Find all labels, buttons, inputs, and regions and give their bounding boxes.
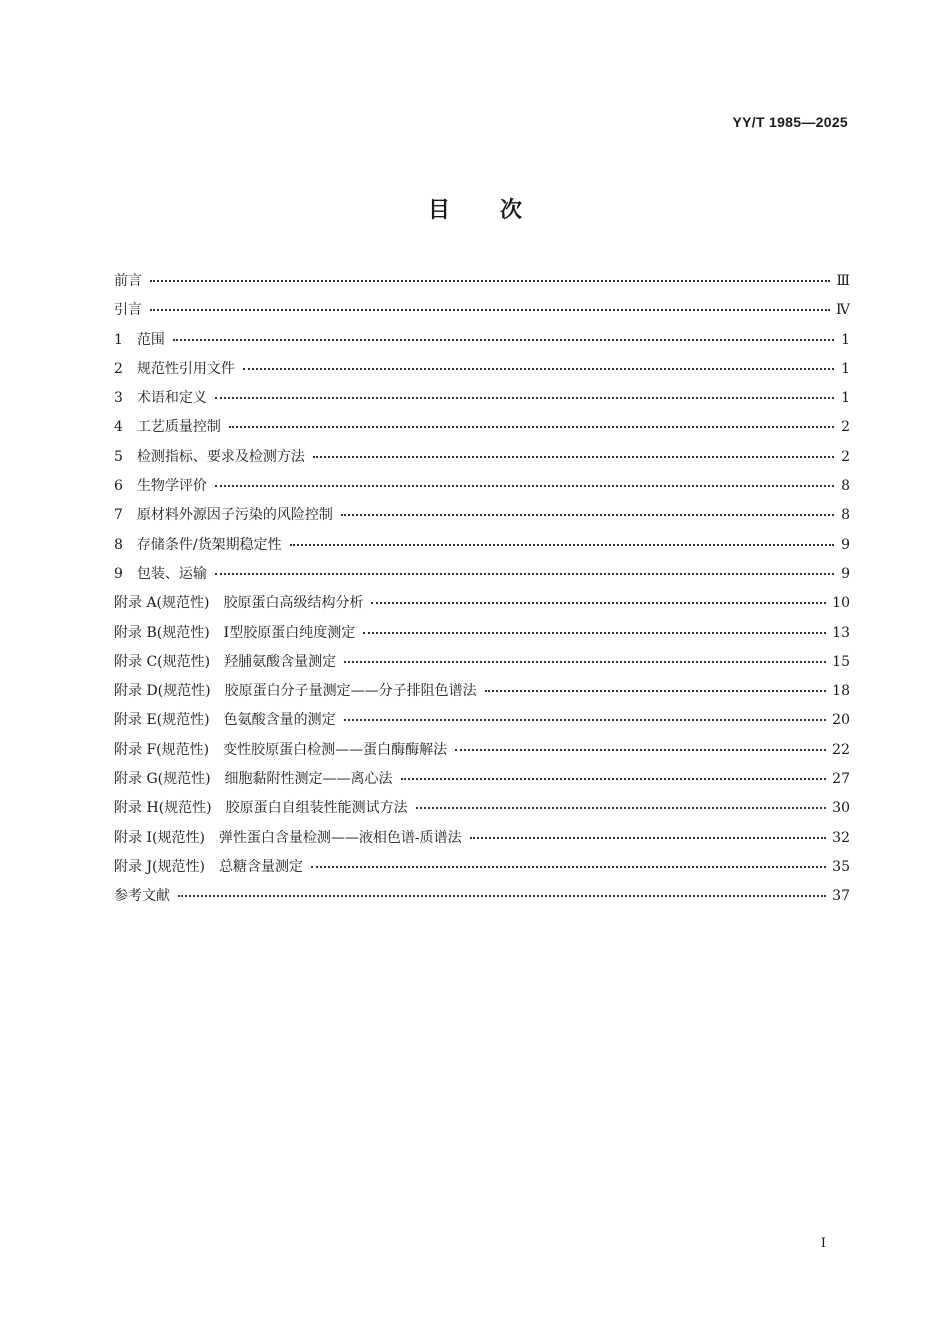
toc-entry[interactable] [114,504,850,533]
toc-entry[interactable] [114,622,850,651]
toc-entry-label: 附录 F(规范性) 变性胶原蛋白检测——蛋白酶酶解法 [114,741,448,758]
page-title: 目次 [427,198,572,223]
toc-dot-leader [416,806,827,809]
toc-entry[interactable] [114,709,850,738]
toc-dot-leader [344,718,827,721]
toc-dot-leader [173,338,834,341]
toc-entry[interactable] [114,446,850,475]
toc-entry-label: 5 检测指标、要求及检测方法 [114,448,305,465]
toc-entry[interactable] [114,680,850,709]
toc-entry-label: 引言 [114,302,142,319]
toc-entry-page: 30 [832,800,850,817]
toc-entry-label: 前言 [114,273,142,289]
toc-entry-label: 附录 H(规范性) 胶原蛋白自组装性能测试方法 [114,800,408,817]
toc-dot-leader [344,660,826,663]
toc-dot-leader [313,455,834,458]
toc-dot-leader [215,396,834,399]
standard-number: YY/T 1985—2025 [732,114,848,130]
toc-entry-page: Ⅳ [836,302,850,319]
toc-entry-label: 1 范围 [114,331,165,348]
toc-entry-page: 18 [832,683,850,700]
toc-entry[interactable] [114,416,850,445]
toc-entry[interactable] [114,739,850,768]
toc-dot-leader [485,689,827,692]
toc-entry[interactable] [114,563,850,592]
toc-entry-page: 13 [832,624,850,641]
toc-dot-leader [150,279,830,282]
toc-entry[interactable] [114,768,850,797]
toc-entry-page: 8 [841,478,850,495]
toc-entry-label: 附录 E(规范性) 色氨酸含量的测定 [114,712,336,729]
toc-entry[interactable] [114,534,850,563]
toc-entry-page: 8 [841,507,850,524]
toc-entry[interactable] [114,475,850,504]
toc-entry[interactable] [114,827,850,856]
toc-entry[interactable] [114,299,850,328]
toc-entry-page: 35 [832,858,850,875]
toc-entry-label: 附录 I(规范性) 弹性蛋白含量检测——液相色谱-质谱法 [114,829,462,846]
toc-entry[interactable] [114,387,850,416]
toc-entry-page: 10 [832,595,850,612]
toc-entry-page: 27 [832,771,850,788]
table-of-contents [114,270,850,915]
toc-entry-page: 22 [832,741,850,758]
page-number: I [820,1236,826,1251]
toc-entry[interactable] [114,885,850,914]
toc-entry-page: 37 [832,888,850,905]
toc-entry-page: Ⅲ [836,273,850,289]
toc-entry-label: 2 规范性引用文件 [114,360,235,377]
toc-dot-leader [363,631,826,634]
toc-entry-label: 附录 G(规范性) 细胞黏附性测定——离心法 [114,771,393,788]
toc-entry[interactable] [114,358,850,387]
toc-entry-page: 2 [841,419,850,436]
toc-dot-leader [290,543,834,546]
toc-entry-page: 32 [832,829,850,846]
toc-entry-page: 15 [832,653,850,670]
toc-dot-leader [215,572,834,575]
toc-entry-label: 7 原材料外源因子污染的风险控制 [114,507,333,524]
toc-dot-leader [371,601,826,604]
toc-entry-page: 1 [841,360,850,377]
toc-entry-label: 8 存储条件/货架期稳定性 [114,536,282,553]
toc-dot-leader [341,513,834,516]
toc-entry-page: 2 [841,448,850,465]
toc-entry-label: 附录 C(规范性) 羟脯氨酸含量测定 [114,653,337,670]
toc-entry-page: 9 [841,536,850,553]
toc-dot-leader [401,777,827,780]
toc-entry-label: 9 包装、运输 [114,565,207,582]
toc-entry-label: 附录 D(规范性) 胶原蛋白分子量测定——分子排阻色谱法 [114,683,477,700]
toc-entry-label: 6 生物学评价 [114,478,207,495]
toc-dot-leader [229,425,834,428]
toc-entry-label: 4 工艺质量控制 [114,419,221,436]
toc-dot-leader [178,894,826,897]
toc-entry[interactable] [114,856,850,885]
toc-entry[interactable] [114,797,850,826]
toc-entry-label: 附录 B(规范性) Ⅰ型胶原蛋白纯度测定 [114,624,356,641]
toc-entry-page: 1 [841,331,850,348]
toc-entry[interactable] [114,270,850,299]
toc-dot-leader [455,748,826,751]
toc-entry-label: 3 术语和定义 [114,390,207,407]
toc-dot-leader [215,484,834,487]
toc-dot-leader [243,367,834,370]
toc-entry-page: 1 [841,390,850,407]
toc-entry-label: 参考文献 [114,888,170,905]
toc-entry-page: 20 [832,712,850,729]
toc-entry[interactable] [114,651,850,680]
toc-entry-label: 附录 J(规范性) 总糖含量测定 [114,858,303,875]
toc-dot-leader [470,836,827,839]
toc-entry[interactable] [114,592,850,621]
toc-entry-page: 9 [841,565,850,582]
toc-dot-leader [311,865,826,868]
toc-entry-label: 附录 A(规范性) 胶原蛋白高级结构分析 [114,595,364,612]
toc-entry[interactable] [114,329,850,358]
toc-dot-leader [150,308,830,311]
